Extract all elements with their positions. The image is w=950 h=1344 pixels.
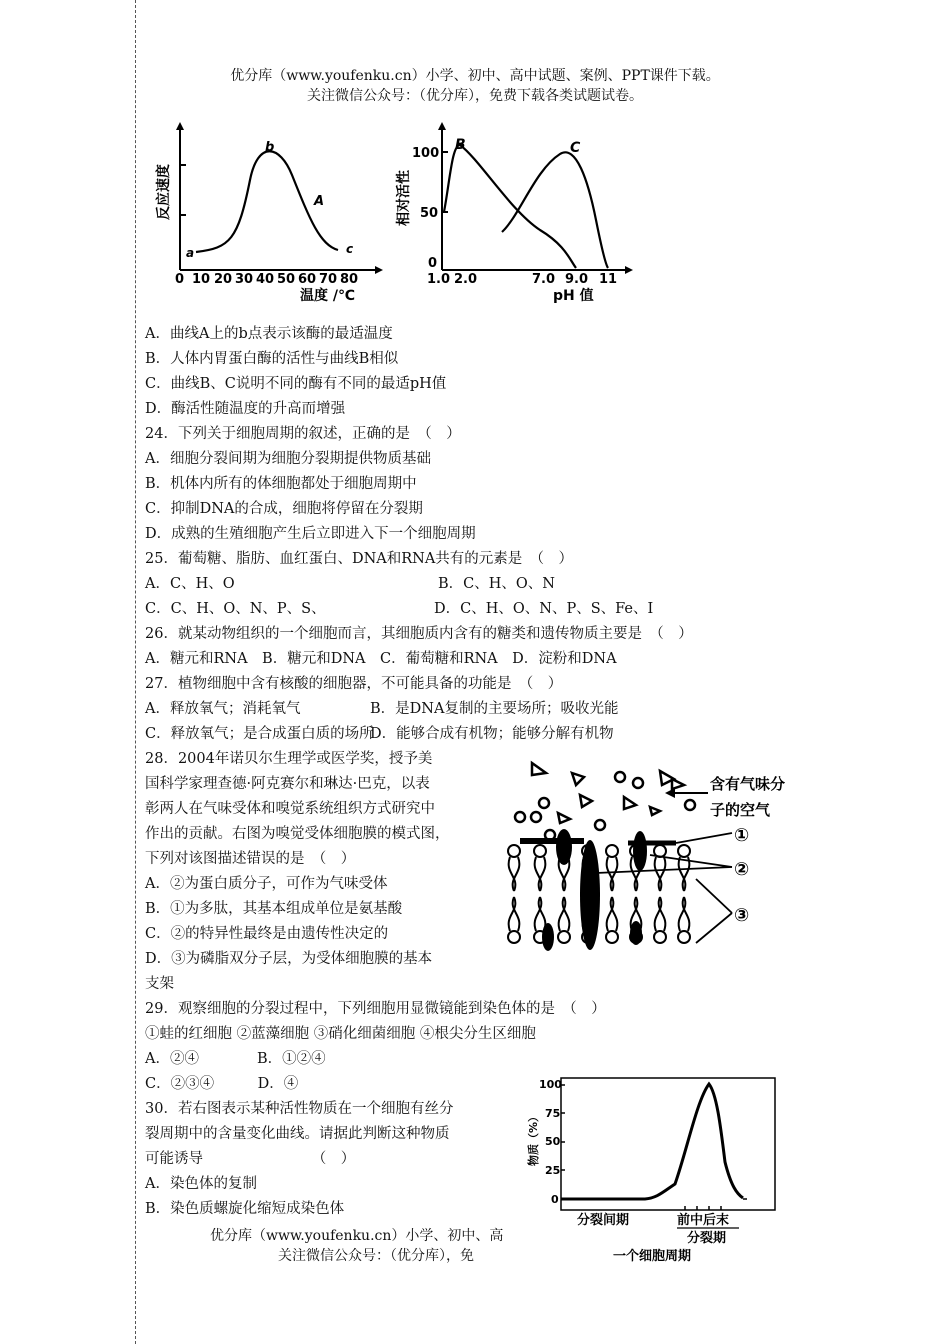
- svg-text:11: 11: [599, 272, 618, 287]
- svg-text:9.0: 9.0: [565, 272, 589, 287]
- label-A: A: [314, 194, 325, 209]
- x-axis-arrow: [625, 266, 633, 274]
- y-ticks: [539, 1078, 562, 1206]
- q27-option-a: A．释放氧气；消耗氧气: [145, 701, 301, 717]
- q28-stem-line-1: 28．2004年诺贝尔生理学或医学奖，授予美: [145, 751, 433, 767]
- label-a: a: [186, 246, 195, 260]
- x-ticks: [427, 272, 617, 287]
- binding-margin-line: [135, 0, 136, 1344]
- y-axis-label: 相对活性: [396, 170, 412, 226]
- svg-text:2.0: 2.0: [454, 272, 478, 287]
- q25-stem: 25．葡萄糖、脂肪、血红蛋白、DNA和RNA共有的元素是 （ ）: [145, 551, 574, 567]
- x-axis-label: 温度 /℃: [300, 288, 355, 304]
- q23-option-b: B．人体内胃蛋白酶的活性与曲线B相似: [145, 351, 399, 367]
- x-ticks: [175, 272, 358, 287]
- q27-option-d: D．能够合成有机物；能够分解有机物: [370, 726, 614, 742]
- membrane-diagram: [500, 755, 810, 960]
- svg-text:100: 100: [539, 1078, 562, 1091]
- svg-text:40: 40: [256, 272, 275, 287]
- q25-option-d: D．C、H、O、N、P、S、Fe、I: [434, 601, 654, 617]
- svg-text:70: 70: [319, 272, 338, 287]
- q28-option-a: A．②为蛋白质分子，可作为气味受体: [145, 876, 388, 892]
- q28-option-c: C．②的特异性最终是由遗传性决定的: [145, 926, 389, 942]
- x-label-cycle: 一个细胞周期: [613, 1249, 692, 1264]
- svg-text:50: 50: [545, 1135, 561, 1148]
- svg-text:50: 50: [277, 272, 296, 287]
- header-line-2: 关注微信公众号：（优分库），免费下载各类试题试卷。: [307, 88, 643, 104]
- phospholipid-heads-bottom: [508, 931, 690, 943]
- marker-2: ②: [734, 859, 750, 880]
- label-B: B: [455, 137, 466, 153]
- q28-stem-line-2: 国科学家理查德·阿克赛尔和琳达·巴克，以表: [145, 776, 430, 792]
- svg-text:30: 30: [235, 272, 254, 287]
- q25-option-a: A．C、H、O: [145, 576, 235, 592]
- temperature-chart: [150, 120, 390, 310]
- svg-text:0: 0: [175, 272, 185, 287]
- svg-text:50: 50: [420, 206, 439, 221]
- q30-option-a: A．染色体的复制: [145, 1176, 257, 1192]
- q30-stem-line-1: 30．若右图表示某种活性物质在一个细胞有丝分: [145, 1101, 454, 1117]
- q23-option-a: A．曲线A上的b点表示该酶的最适温度: [145, 326, 393, 342]
- footer-line-2: 关注微信公众号：（优分库），免: [278, 1248, 474, 1264]
- q24-option-a: A．细胞分裂间期为细胞分裂期提供物质基础: [145, 451, 431, 467]
- q27-option-c: C．释放氧气；是合成蛋白质的场所: [145, 726, 374, 742]
- q29-options-cd: C．②③④ D．④: [145, 1076, 299, 1092]
- q24-option-c: C．抑制DNA的合成，细胞将停留在分裂期: [145, 501, 423, 517]
- svg-text:0: 0: [428, 256, 438, 271]
- odor-molecules: [532, 763, 684, 823]
- svg-text:75: 75: [545, 1107, 561, 1120]
- q27-option-b: B．是DNA复制的主要场所；吸收光能: [370, 701, 619, 717]
- y-axis-arrow: [176, 122, 184, 130]
- svg-text:60: 60: [298, 272, 317, 287]
- ph-chart: [390, 120, 650, 310]
- curve-B: [444, 145, 576, 268]
- q24-option-b: B．机体内所有的体细胞都处于细胞周期中: [145, 476, 417, 492]
- q28-stem-line-3: 彰两人在气味受体和嗅觉系统组织方式研究中: [145, 801, 435, 817]
- q26-options: A．糖元和RNA B．糖元和DNA C．葡萄糖和RNA D．淀粉和DNA: [145, 651, 617, 667]
- svg-text:20: 20: [214, 272, 233, 287]
- cell-cycle-chart: [525, 1070, 785, 1270]
- q30-stem-line-2: 裂周期中的含量变化曲线。请据此判断这种物质: [145, 1126, 450, 1142]
- q24-stem: 24．下列关于细胞周期的叙述，正确的是 （ ）: [145, 426, 461, 442]
- q23-option-c: C．曲线B、C说明不同的酶有不同的最适pH值: [145, 376, 447, 392]
- svg-text:7.0: 7.0: [532, 272, 556, 287]
- q29-items: ①蛙的红细胞 ②蓝藻细胞 ③硝化细菌细胞 ④根尖分生区细胞: [145, 1026, 536, 1042]
- svg-text:25: 25: [545, 1164, 561, 1177]
- footer-line-1: 优分库（www.youfenku.cn）小学、初中、高: [210, 1228, 504, 1244]
- label-C: C: [570, 140, 581, 156]
- phospholipid-heads-top: [508, 845, 690, 857]
- q30-stem-line-3: 可能诱导 （ ）: [145, 1151, 356, 1167]
- y-axis-label: 物质（%）: [527, 1110, 540, 1166]
- marker-1: ①: [734, 825, 750, 846]
- q28-option-b: B．①为多肽，其基本组成单位是氨基酸: [145, 901, 403, 917]
- q30-option-b: B．染色质螺旋化缩短成染色体: [145, 1201, 345, 1217]
- x-label-interphase: 分裂间期: [577, 1213, 630, 1228]
- y-axis-label: 反应速度: [156, 164, 172, 220]
- content-curve: [561, 1084, 743, 1199]
- y-ticks: [412, 146, 439, 271]
- svg-text:1.0: 1.0: [427, 272, 451, 287]
- q29-stem: 29．观察细胞的分裂过程中，下列细胞用显微镜能到染色体的是 （ ）: [145, 1001, 606, 1017]
- x-axis-arrow: [375, 266, 383, 274]
- q24-option-d: D．成熟的生殖细胞产生后立即进入下一个细胞周期: [145, 526, 476, 542]
- q28-stem-line-5: 下列对该图描述错误的是 （ ）: [145, 851, 356, 867]
- q26-stem: 26．就某动物组织的一个细胞而言，其细胞质内含有的糖类和遗传物质主要是 （ ）: [145, 626, 693, 642]
- svg-text:80: 80: [340, 272, 359, 287]
- q23-option-d: D．酶活性随温度的升高而增强: [145, 401, 346, 417]
- q29-options-ab: A．②④ B．①②④: [145, 1051, 326, 1067]
- marker-3: ③: [734, 905, 750, 926]
- q27-stem: 27．植物细胞中含有核酸的细胞器，不可能具备的功能是 （ ）: [145, 676, 563, 692]
- label-c: c: [346, 242, 354, 256]
- q28-option-d-line-2: 支架: [145, 976, 174, 992]
- svg-text:10: 10: [192, 272, 211, 287]
- svg-text:0: 0: [551, 1193, 559, 1206]
- curve-C: [502, 152, 608, 268]
- label-b: b: [265, 140, 275, 155]
- q28-option-d-line-1: D．③为磷脂双分子层，为受体细胞膜的基本: [145, 951, 433, 967]
- air-label-2: 子的空气: [710, 801, 771, 819]
- y-axis-arrow: [438, 122, 446, 130]
- q28-stem-line-4: 作出的贡献。右图为嗅觉受体细胞膜的模式图，: [145, 826, 450, 842]
- q25-option-b: B．C、H、O、N: [438, 576, 555, 592]
- x-axis-label: pH 值: [553, 288, 594, 304]
- header-line-1: 优分库（www.youfenku.cn）小学、初中、高中试题、案例、PPT课件下载。: [230, 68, 720, 84]
- x-label-division: 分裂期: [687, 1231, 727, 1246]
- x-label-phases: 前中后末: [677, 1213, 730, 1228]
- air-label-1: 含有气味分: [710, 775, 786, 793]
- svg-text:100: 100: [412, 146, 440, 161]
- q25-option-c: C．C、H、O、N、P、S、: [145, 601, 326, 617]
